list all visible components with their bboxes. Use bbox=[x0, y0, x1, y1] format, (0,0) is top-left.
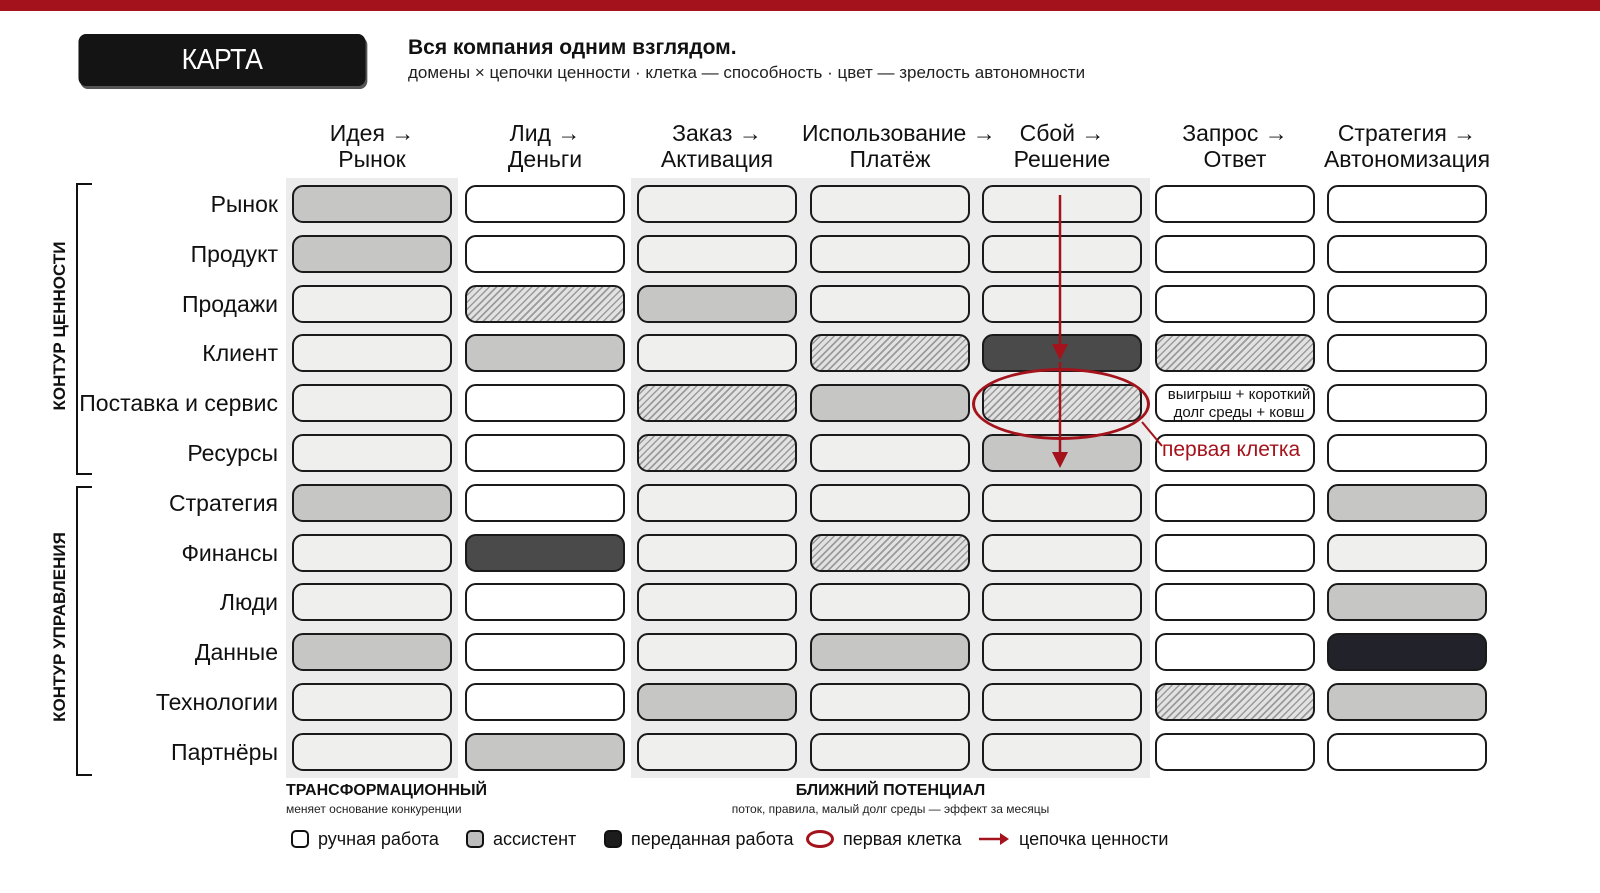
capability-cell[interactable] bbox=[810, 384, 970, 422]
column-header-order-activation: Заказ → Активация bbox=[660, 120, 774, 172]
capability-cell[interactable] bbox=[1327, 733, 1487, 771]
row-label: Ресурсы bbox=[187, 440, 278, 466]
capability-cell[interactable] bbox=[810, 235, 970, 273]
capability-cell[interactable] bbox=[637, 334, 797, 372]
capability-cell[interactable] bbox=[465, 235, 625, 273]
first-cell-ellipse bbox=[972, 368, 1150, 440]
capability-cell[interactable] bbox=[292, 434, 452, 472]
column-header-idea-market: Идея → Рынок bbox=[329, 120, 415, 172]
column-header-usage-payment: Использование → Платёж bbox=[802, 120, 996, 172]
capability-cell[interactable] bbox=[637, 633, 797, 671]
handed-swatch-icon bbox=[604, 830, 622, 848]
capability-cell[interactable] bbox=[810, 583, 970, 621]
column-header-strategy-autonomization: Стратегия → Автономизация bbox=[1323, 120, 1491, 172]
transformational-zone-subtitle: меняет основание конкуренции bbox=[286, 802, 462, 816]
capability-cell[interactable] bbox=[465, 484, 625, 522]
column-header-request-answer: Запрос → Ответ bbox=[1182, 120, 1288, 172]
capability-cell[interactable] bbox=[982, 583, 1142, 621]
capability-cell[interactable] bbox=[1327, 534, 1487, 572]
capability-cell[interactable] bbox=[637, 434, 797, 472]
page-title-badge: КАРТА СПОСОБНОСТЕЙ bbox=[78, 34, 365, 86]
capability-cell[interactable] bbox=[637, 683, 797, 721]
capability-cell[interactable] bbox=[465, 384, 625, 422]
transformational-zone-title: ТРАНСФОРМАЦИОННЫЙ bbox=[286, 782, 488, 799]
capability-cell[interactable] bbox=[810, 534, 970, 572]
first-cell-callout: первая клетка bbox=[1162, 438, 1301, 461]
capability-cell[interactable] bbox=[810, 185, 970, 223]
capability-cell[interactable] bbox=[637, 285, 797, 323]
row-label: Клиент bbox=[202, 340, 278, 366]
capability-cell[interactable] bbox=[982, 534, 1142, 572]
capability-cell[interactable] bbox=[292, 484, 452, 522]
row-label: Продукт bbox=[190, 241, 278, 267]
column-header-lead-money: Лид → Деньги bbox=[507, 120, 583, 172]
assistant-swatch-icon bbox=[466, 830, 484, 848]
value-loop-bracket bbox=[76, 183, 92, 475]
capability-cell[interactable] bbox=[465, 434, 625, 472]
capability-cell[interactable] bbox=[465, 185, 625, 223]
capability-cell[interactable] bbox=[1155, 285, 1315, 323]
legend-assistant-label: ассистент bbox=[493, 828, 577, 849]
row-label: Партнёры bbox=[171, 739, 278, 765]
row-label: Продажи bbox=[181, 291, 278, 317]
capability-cell[interactable] bbox=[637, 733, 797, 771]
row-label: Стратегия bbox=[169, 490, 278, 516]
capability-cell[interactable] bbox=[637, 534, 797, 572]
legend-manual-label: ручная работа bbox=[318, 828, 439, 849]
capability-cell[interactable] bbox=[292, 633, 452, 671]
value-loop-label: КОНТУР ЦЕННОСТИ bbox=[50, 241, 69, 411]
legend-assistant bbox=[466, 827, 576, 851]
capability-cell[interactable] bbox=[810, 633, 970, 671]
capability-cell[interactable] bbox=[1327, 434, 1487, 472]
legend-manual bbox=[291, 827, 439, 851]
near-potential-zone-subtitle: поток, правила, малый долг среды — эффект за месяцы bbox=[731, 802, 1050, 816]
capability-cell[interactable] bbox=[1327, 285, 1487, 323]
legend-handed bbox=[604, 827, 794, 851]
near-potential-zone-title: БЛИЖНИЙ ПОТЕНЦИАЛ bbox=[795, 782, 986, 799]
arrow-icon bbox=[978, 830, 1010, 848]
capability-cell[interactable] bbox=[465, 285, 625, 323]
legend-handed-label: переданная работа bbox=[631, 828, 794, 849]
capability-cell[interactable] bbox=[637, 583, 797, 621]
capability-cell[interactable] bbox=[292, 534, 452, 572]
capability-cell[interactable] bbox=[465, 683, 625, 721]
capability-cell[interactable] bbox=[1155, 334, 1315, 372]
capability-cell[interactable] bbox=[810, 733, 970, 771]
capability-cell[interactable] bbox=[1327, 683, 1487, 721]
capability-cell[interactable] bbox=[1327, 384, 1487, 422]
capability-cell[interactable] bbox=[810, 434, 970, 472]
capability-cell[interactable] bbox=[1155, 633, 1315, 671]
capability-cell[interactable] bbox=[810, 334, 970, 372]
capability-cell[interactable] bbox=[1327, 633, 1487, 671]
row-label: Технологии bbox=[155, 689, 278, 715]
capability-cell[interactable] bbox=[637, 235, 797, 273]
capability-cell[interactable] bbox=[292, 185, 452, 223]
management-loop-label: КОНТУР УПРАВЛЕНИЯ bbox=[50, 532, 69, 722]
ellipse-icon bbox=[806, 830, 834, 848]
capability-cell[interactable] bbox=[465, 534, 625, 572]
capability-cell[interactable] bbox=[1155, 534, 1315, 572]
capability-cell[interactable] bbox=[1155, 583, 1315, 621]
capability-cell[interactable] bbox=[292, 683, 452, 721]
capability-cell[interactable] bbox=[1327, 334, 1487, 372]
capability-cell[interactable] bbox=[1155, 484, 1315, 522]
capability-cell[interactable] bbox=[292, 334, 452, 372]
capability-cell[interactable] bbox=[637, 185, 797, 223]
row-label: Рынок bbox=[210, 191, 278, 217]
legend-first-cell-label: первая клетка bbox=[843, 828, 962, 849]
capability-cell[interactable] bbox=[465, 583, 625, 621]
top-accent-bar bbox=[0, 0, 1600, 11]
capability-cell[interactable] bbox=[637, 484, 797, 522]
capability-cell[interactable] bbox=[292, 384, 452, 422]
capability-cell[interactable] bbox=[637, 384, 797, 422]
row-label: Люди bbox=[219, 589, 278, 615]
capability-cell[interactable] bbox=[1155, 235, 1315, 273]
capability-cell[interactable] bbox=[1327, 235, 1487, 273]
capability-cell[interactable] bbox=[810, 484, 970, 522]
page-subtitle: домены × цепочки ценности · клетка — способность · цвет — зрелость автономности bbox=[408, 63, 1086, 82]
page-headline: Вся компания одним взглядом. bbox=[408, 36, 737, 59]
capability-cell[interactable] bbox=[810, 285, 970, 323]
legend-first-cell bbox=[806, 827, 961, 851]
capability-cell[interactable] bbox=[982, 633, 1142, 671]
row-label: Финансы bbox=[181, 540, 278, 566]
capability-cell[interactable] bbox=[1155, 733, 1315, 771]
column-header-failure-resolution: Сбой → Решение bbox=[1013, 120, 1111, 172]
capability-cell[interactable] bbox=[810, 683, 970, 721]
capability-cell[interactable] bbox=[982, 484, 1142, 522]
capability-cell[interactable] bbox=[1155, 683, 1315, 721]
capability-cell[interactable] bbox=[465, 633, 625, 671]
management-loop-bracket bbox=[76, 486, 92, 776]
legend-chain-label: цепочка ценности bbox=[1019, 828, 1169, 849]
capability-cell[interactable] bbox=[465, 334, 625, 372]
capability-cell[interactable] bbox=[292, 285, 452, 323]
legend-chain bbox=[978, 827, 1168, 851]
manual-swatch-icon bbox=[291, 830, 309, 848]
capability-cell[interactable] bbox=[292, 583, 452, 621]
capability-cell[interactable] bbox=[292, 733, 452, 771]
row-label: Данные bbox=[194, 639, 278, 665]
capability-cell[interactable] bbox=[1327, 484, 1487, 522]
first-cell-note: выигрыш + короткий долг среды + ковш bbox=[1167, 386, 1311, 421]
capability-cell[interactable] bbox=[982, 733, 1142, 771]
capability-cell[interactable] bbox=[465, 733, 625, 771]
capability-cell[interactable] bbox=[292, 235, 452, 273]
capability-cell[interactable] bbox=[1327, 583, 1487, 621]
capability-cell[interactable] bbox=[1155, 185, 1315, 223]
capability-cell[interactable] bbox=[982, 683, 1142, 721]
row-label: Поставка и сервис bbox=[79, 390, 278, 416]
capability-cell[interactable] bbox=[1327, 185, 1487, 223]
